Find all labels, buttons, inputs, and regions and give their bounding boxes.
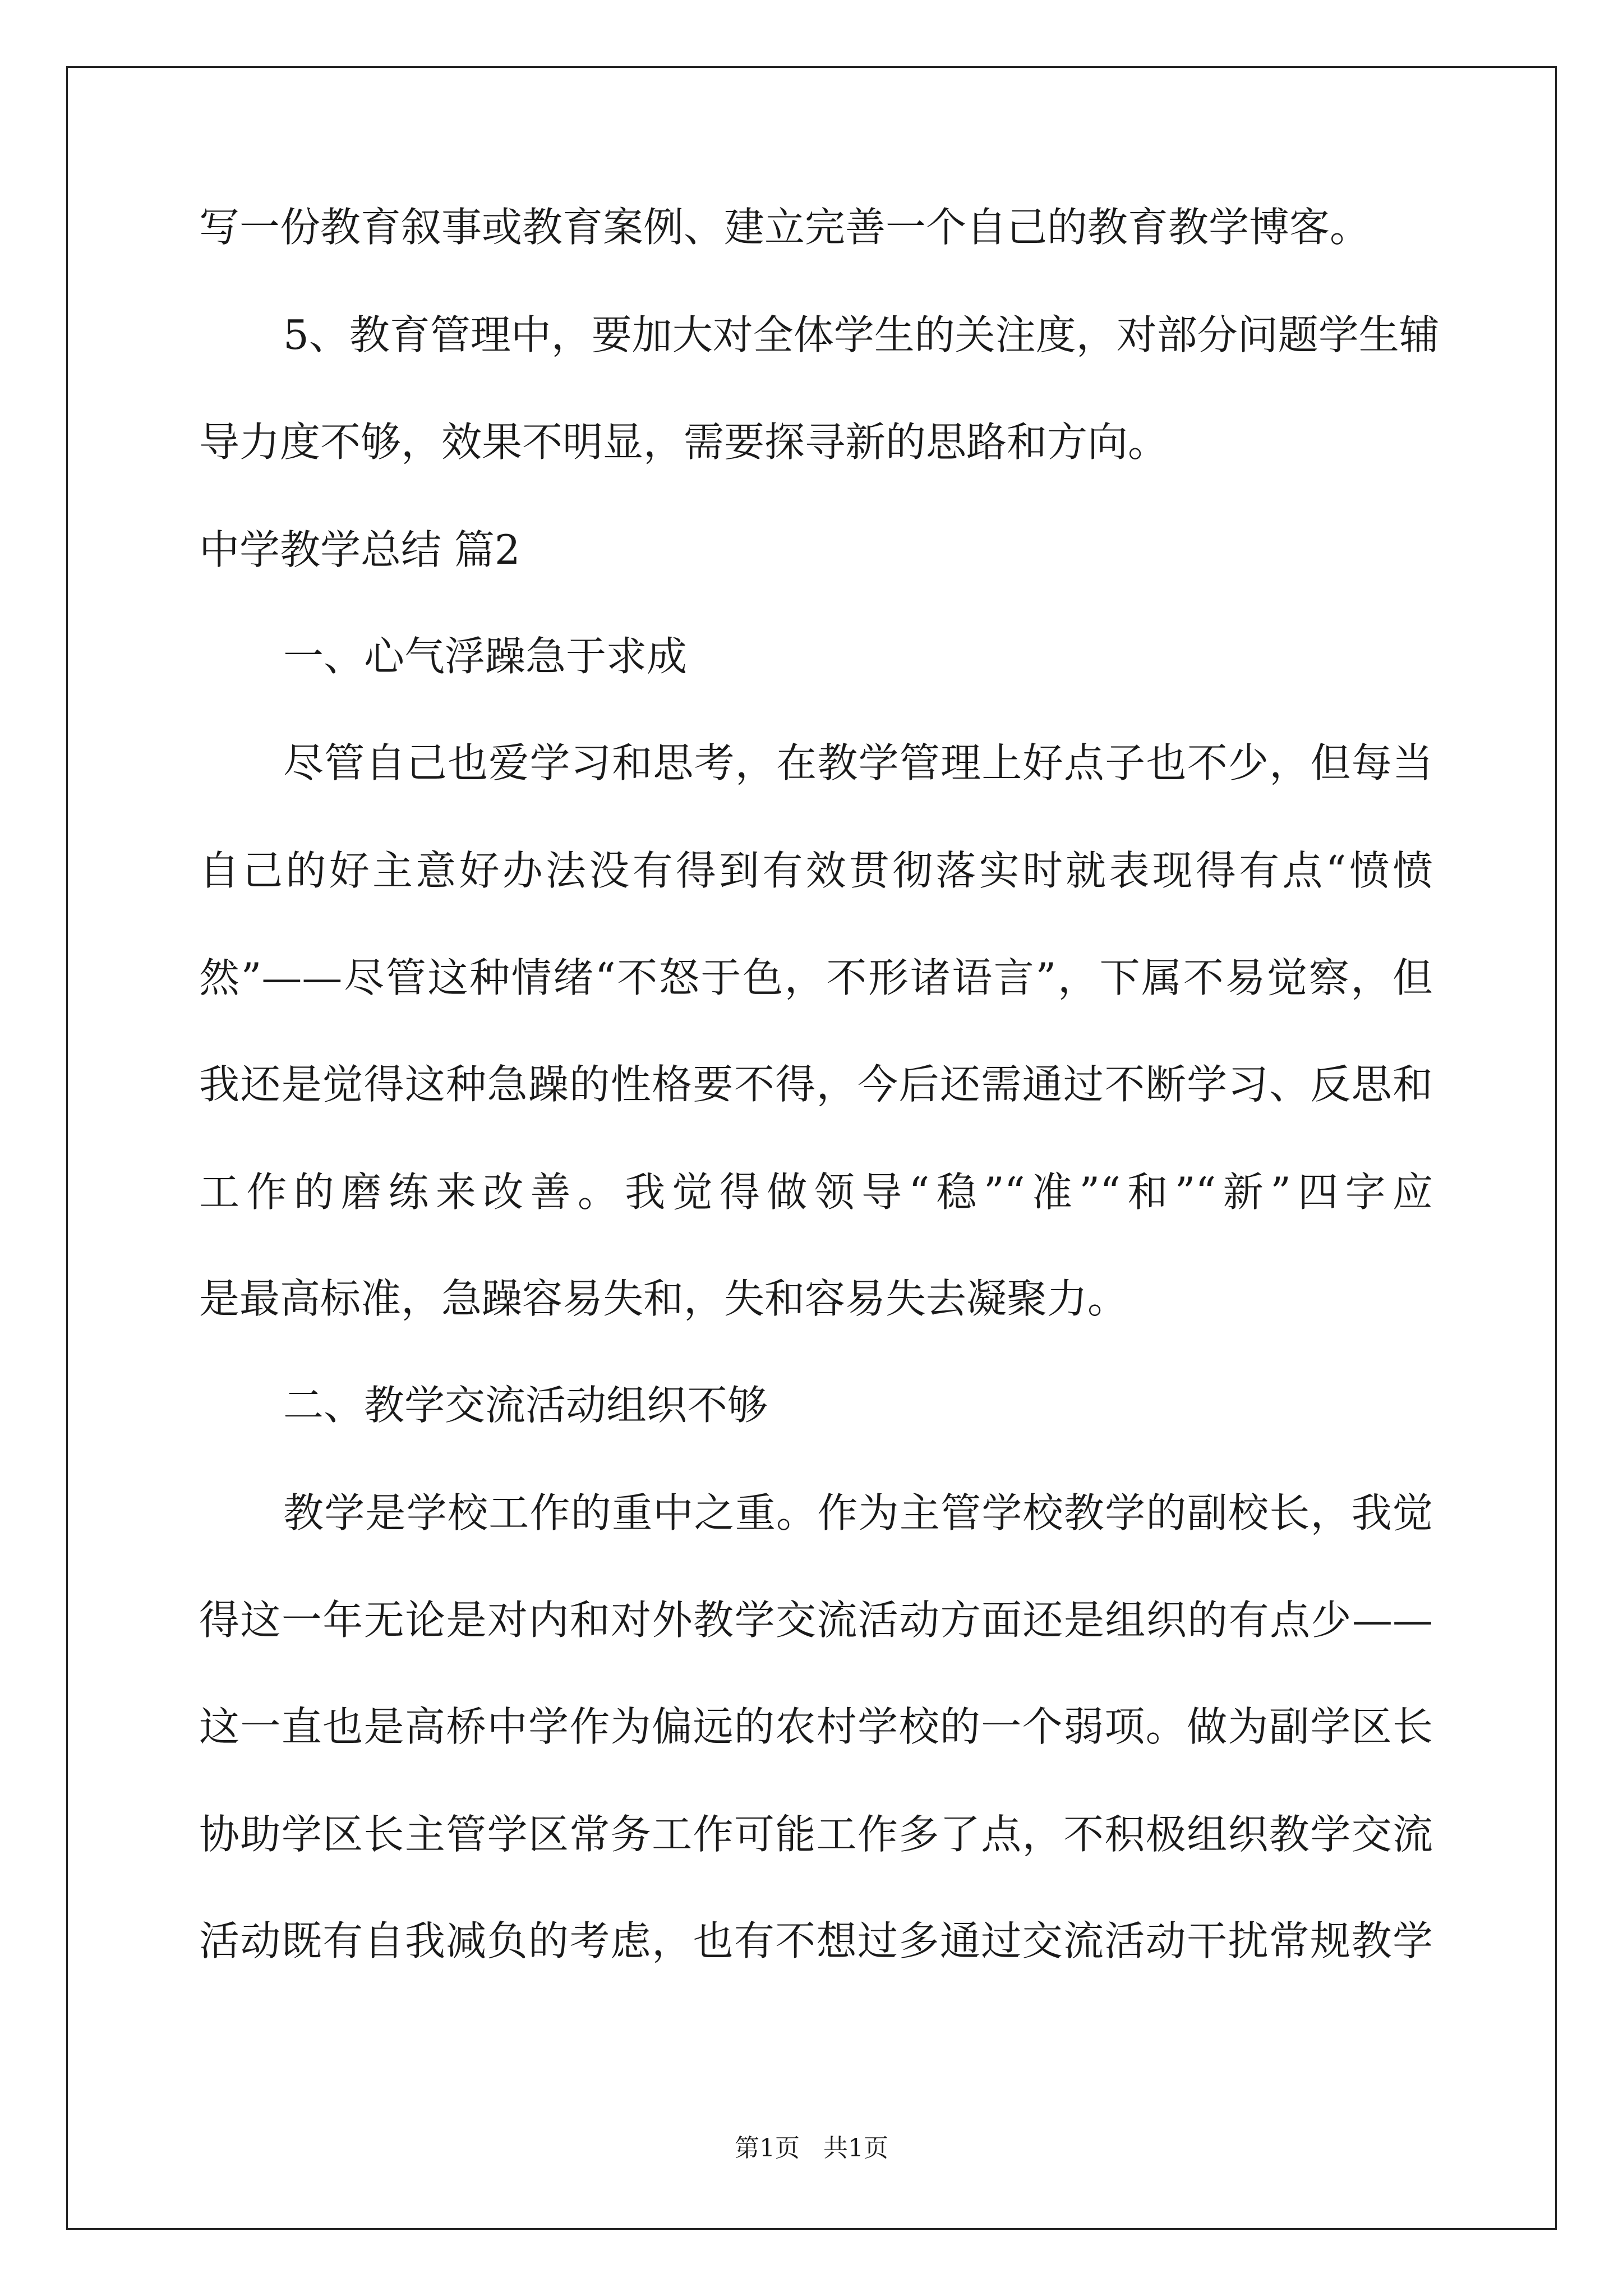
- text-line: 我还是觉得这种急躁的性格要不得，今后还需通过不断学习、反思和: [199, 1061, 1433, 1108]
- text-line: 尽管自己也爱学习和思考，在教学管理上好点子也不少，但每当: [283, 739, 1433, 786]
- page-footer: [0, 2132, 1623, 2165]
- text-line: 这一直也是高桥中学作为偏远的农村学校的一个弱项。做为副学区长: [199, 1703, 1433, 1750]
- section-heading: 中学教学总结 篇2: [199, 526, 520, 573]
- text-line: 是最高标准，急躁容易失和，失和容易失去凝聚力。: [199, 1275, 1128, 1322]
- text-line: 写一份教育叙事或教育案例、建立完善一个自己的教育教学博客。: [199, 204, 1371, 251]
- text-line: 得这一年无论是对内和对外教学交流活动方面还是组织的有点少——: [199, 1596, 1433, 1644]
- text-line: 导力度不够，效果不明显，需要探寻新的思路和方向。: [199, 418, 1169, 466]
- page-border: [66, 66, 1557, 2230]
- text-line: 自己的好主意好办法没有得到有效贯彻落实时就表现得有点“愤愤: [199, 847, 1433, 894]
- text-line: 活动既有自我减负的考虑，也有不想过多通过交流活动干扰常规教学: [199, 1917, 1433, 1964]
- text-line: 工作的磨练来改善。我觉得做领导“稳”“准”“和”“新”四字应: [199, 1168, 1433, 1216]
- page-total: 共1页: [823, 2134, 888, 2162]
- text-line: 然”——尽管这种情绪“不怒于色，不形诸语言”，下属不易觉察，但: [199, 954, 1433, 1001]
- subsection-heading: 一、心气浮躁急于求成: [283, 633, 688, 680]
- subsection-heading: 二、教学交流活动组织不够: [283, 1382, 768, 1429]
- text-line: 协助学区长主管学区常务工作可能工作多了点，不积极组织教学交流: [199, 1811, 1433, 1858]
- text-line: 5、教育管理中，要加大对全体学生的关注度，对部分问题学生辅: [283, 311, 1440, 358]
- text-line: 教学是学校工作的重中之重。作为主管学校教学的副校长，我觉: [283, 1489, 1433, 1536]
- page-number: 第1页: [735, 2134, 800, 2162]
